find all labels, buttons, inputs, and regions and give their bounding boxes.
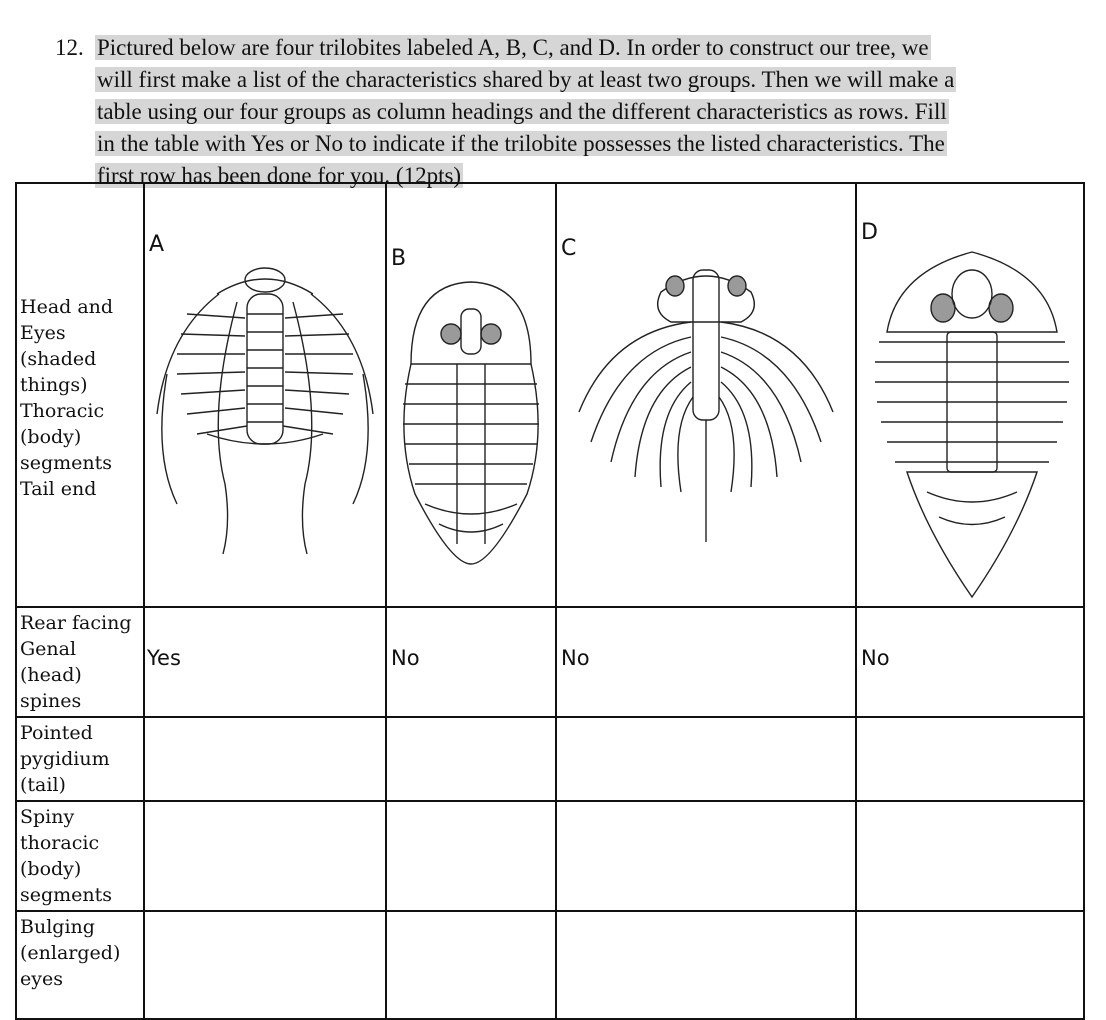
row-4-label bbox=[16, 911, 144, 1019]
row-1-label-line: Genal (head) bbox=[20, 638, 82, 686]
row-1-b-value: No bbox=[391, 646, 420, 670]
row-1-a-value: Yes bbox=[147, 646, 181, 670]
row-3-label-line: Spiny bbox=[20, 806, 75, 828]
header-label-line: Tail end bbox=[20, 478, 97, 500]
row-3-label-line: thoracic bbox=[20, 832, 100, 854]
row-1-label-line: Rear facing bbox=[20, 612, 132, 634]
row-3-label-line: segments bbox=[20, 884, 113, 906]
row-1-d-cell[interactable] bbox=[856, 607, 1084, 717]
question-block bbox=[55, 0, 1085, 192]
column-c-label: C bbox=[561, 236, 577, 261]
column-d-label: D bbox=[861, 220, 878, 245]
header-label-line: segments bbox=[20, 452, 113, 474]
header-label-line: (body) bbox=[20, 426, 82, 448]
trilobite-d-image bbox=[867, 242, 1077, 602]
trilobite-table bbox=[15, 182, 1085, 1020]
row-2-label-line: Pointed bbox=[20, 722, 93, 744]
row-1-c-cell[interactable] bbox=[556, 607, 856, 717]
row-2-a-cell[interactable] bbox=[144, 717, 386, 801]
column-a-label: A bbox=[149, 232, 165, 257]
table-row bbox=[16, 911, 1084, 1019]
column-d-header bbox=[856, 183, 1084, 607]
row-4-d-cell[interactable] bbox=[856, 911, 1084, 1019]
row-1-label-line: spines bbox=[20, 690, 82, 712]
question-number: 12. bbox=[55, 35, 84, 60]
row-3-d-cell[interactable] bbox=[856, 801, 1084, 911]
row-4-label-line: eyes bbox=[20, 968, 63, 990]
table-row bbox=[16, 717, 1084, 801]
header-label-line: things) bbox=[20, 374, 88, 396]
row-4-label-line: Bulging bbox=[20, 916, 95, 938]
row-4-c-cell[interactable] bbox=[556, 911, 856, 1019]
table-row bbox=[16, 607, 1084, 717]
header-row bbox=[16, 183, 1084, 607]
row-3-label-line: (body) bbox=[20, 858, 82, 880]
row-1-c-value: No bbox=[561, 646, 590, 670]
column-b-label: B bbox=[391, 246, 407, 271]
trilobite-b-image bbox=[391, 254, 551, 569]
column-a-header bbox=[144, 183, 386, 607]
row-2-label-line: pygidium bbox=[20, 748, 110, 770]
row-2-c-cell[interactable] bbox=[556, 717, 856, 801]
question-line-1: Pictured below are four trilobites labeled A, B, C, and D. In order to construct our tree, we bbox=[97, 35, 929, 60]
column-c-header bbox=[556, 183, 856, 607]
row-2-d-cell[interactable] bbox=[856, 717, 1084, 801]
row-2-label-line: (tail) bbox=[20, 774, 66, 796]
row-1-b-cell[interactable] bbox=[386, 607, 556, 717]
row-1-a-cell[interactable] bbox=[144, 607, 386, 717]
question-line-3: table using our four groups as column headings and the different characteristics as rows. Fill bbox=[97, 99, 947, 124]
row-3-c-cell[interactable] bbox=[556, 801, 856, 911]
row-3-label bbox=[16, 801, 144, 911]
row-4-a-cell[interactable] bbox=[144, 911, 386, 1019]
trilobite-a-image bbox=[147, 254, 383, 564]
header-label-line: Eyes bbox=[20, 322, 66, 344]
row-3-a-cell[interactable] bbox=[144, 801, 386, 911]
header-label-cell bbox=[16, 183, 144, 607]
row-4-b-cell[interactable] bbox=[386, 911, 556, 1019]
question-line-4: in the table with Yes or No to indicate if the trilobite possesses the listed characteristics. The bbox=[97, 131, 945, 156]
header-label-line: Thoracic bbox=[20, 400, 105, 422]
row-1-d-value: No bbox=[861, 646, 890, 670]
row-3-b-cell[interactable] bbox=[386, 801, 556, 911]
header-label-line: (shaded bbox=[20, 348, 97, 370]
trilobite-c-image bbox=[571, 262, 841, 547]
row-4-label-line: (enlarged) bbox=[20, 942, 121, 964]
table-row bbox=[16, 801, 1084, 911]
question-line-2: will first make a list of the characteristics shared by at least two groups. Then we will make a bbox=[97, 67, 955, 92]
row-2-b-cell[interactable] bbox=[386, 717, 556, 801]
column-b-header bbox=[386, 183, 556, 607]
row-1-label bbox=[16, 607, 144, 717]
header-label-line: Head and bbox=[20, 296, 114, 318]
row-2-label bbox=[16, 717, 144, 801]
question-line-5: first row has been done for you. (12pts) bbox=[97, 163, 462, 188]
